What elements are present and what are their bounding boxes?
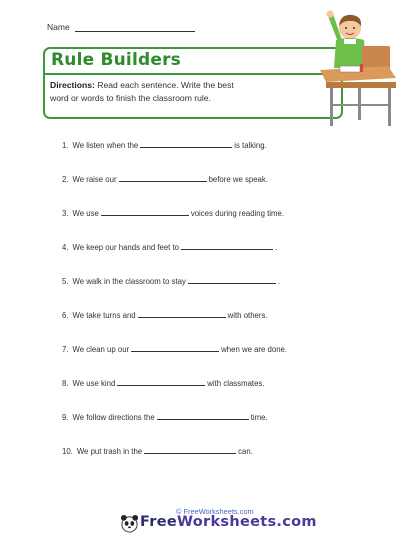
student-at-desk-illustration [300,10,400,130]
item-number: 1. [62,141,69,150]
footer-logo [140,514,317,530]
sentence-item [62,242,277,252]
item-text-after: when we are done. [221,345,288,354]
item-text-after: voices during reading time. [190,209,284,218]
answer-blank[interactable] [181,242,273,250]
answer-blank[interactable] [119,174,207,182]
item-text-before: We follow directions the [72,413,155,422]
answer-blank[interactable] [157,412,249,420]
title-band [45,49,341,75]
item-number: 7. [62,345,69,354]
answer-blank[interactable] [117,378,205,386]
directions-text: Read each sentence. Write the best word or words to finish the classroom rule. [50,80,234,103]
item-text-before: We keep our hands and feet to [72,243,180,252]
item-number: 3. [62,209,69,218]
item-text-after: before we speak. [208,175,268,184]
item-text-before: We put trash in the [76,447,143,456]
sentence-item [62,446,253,456]
item-text-after: with others. [227,311,268,320]
footer-link[interactable]: © FreeWorksheets.com [176,507,254,516]
item-text-after: time. [250,413,268,422]
sentence-item [62,174,268,184]
item-text-before: We use [72,209,99,218]
name-line[interactable] [75,31,195,32]
item-text-after: . [275,243,278,252]
item-text-after: . [277,277,281,286]
item-text-before: We raise our [72,175,117,184]
item-text-before: We listen when the [72,141,139,150]
item-text-before: We take turns and [72,311,136,320]
item-text-after: is talking. [234,141,267,150]
sentence-item [62,208,284,218]
panda-logo-icon [120,514,139,533]
footer-logo-rest: Worksheets.com [177,514,317,530]
item-text-after: can. [238,447,253,456]
item-number: 8. [62,379,69,388]
answer-blank[interactable] [138,310,226,318]
title-box [43,47,343,119]
item-text-after: with classmates. [207,379,265,388]
name-label: Name [47,22,70,32]
item-number: 6. [62,311,69,320]
sentence-item [62,344,287,354]
item-text-before: We use kind [72,379,116,388]
worksheet-title: Rule Builders [51,50,181,70]
footer-logo-free: Free [140,514,177,530]
answer-blank[interactable] [188,276,276,284]
sentence-item [62,378,264,388]
sentence-item [62,412,268,422]
answer-blank[interactable] [144,446,236,454]
item-number: 2. [62,175,69,184]
item-number: 4. [62,243,69,252]
sentence-item [62,276,280,286]
item-number: 5. [62,277,69,286]
directions-label: Directions: [50,80,95,90]
answer-blank[interactable] [131,344,219,352]
item-number: 9. [62,413,69,422]
sentence-item [62,310,268,320]
directions [50,79,240,104]
item-number: 10. [62,447,73,456]
sentence-item [62,140,267,150]
answer-blank[interactable] [140,140,232,148]
answer-blank[interactable] [101,208,189,216]
item-text-before: We clean up our [72,345,130,354]
item-text-before: We walk in the classroom to stay [72,277,186,286]
